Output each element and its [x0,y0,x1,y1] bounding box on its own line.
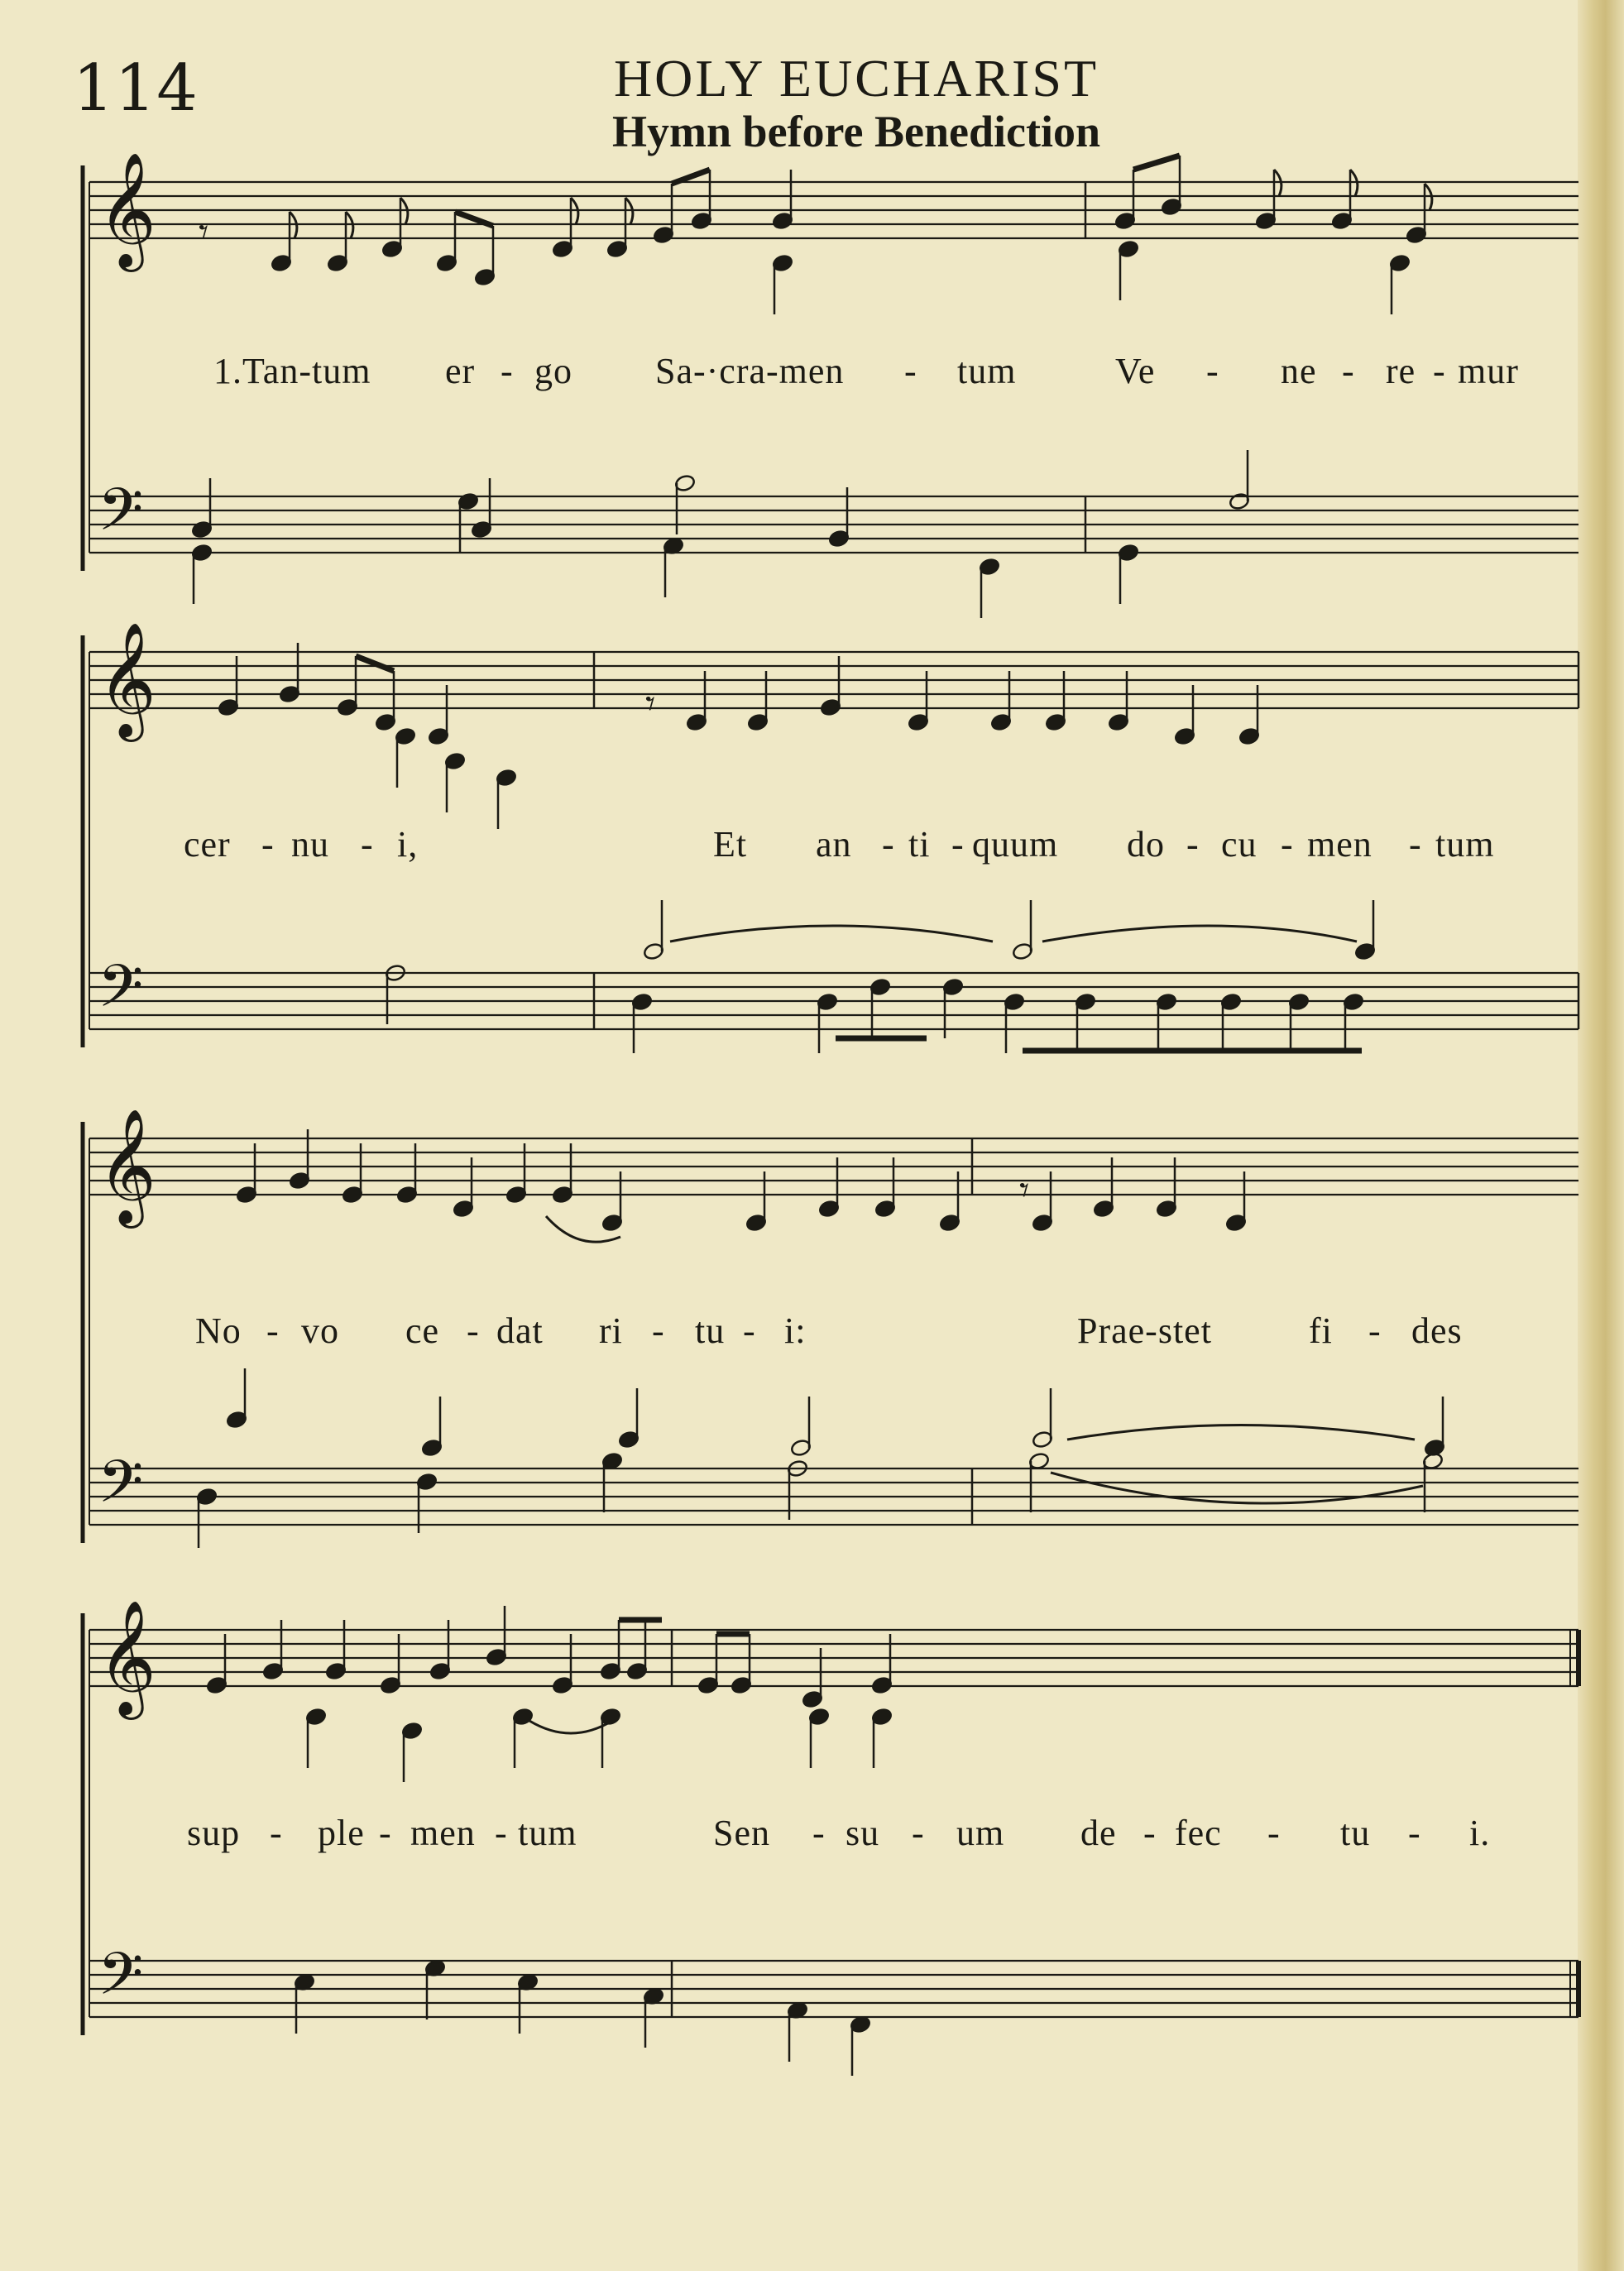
hymn-section-title: HOLY EUCHARIST [613,49,1099,108]
lyric-syllable: ple [318,1813,365,1853]
lyric-syllable: - [904,351,917,391]
treble-clef-icon: 𝄞 [98,1600,156,1715]
page-number: 114 [73,51,199,126]
lyric-syllable: ti [908,824,931,865]
lyric-syllable: No [195,1310,242,1351]
lyric-syllable: - [495,1813,508,1853]
lyric-syllable: an [816,824,852,865]
lyrics-line-1 [0,350,1624,400]
hymn-subtitle: Hymn before Benediction [612,107,1100,156]
lyrics-line-3 [0,1310,1624,1359]
lyric-syllable: men [1307,824,1372,865]
lyric-syllable: Et [713,824,748,865]
lyric-syllable: Sa-·cra-men [655,351,845,391]
tie [529,1721,612,1733]
lyric-syllable: Ve [1115,351,1156,391]
lyric-syllable: ne [1281,351,1317,391]
lyric-syllable: - [912,1813,925,1853]
lyric-syllable: tum [1435,824,1495,865]
lyric-syllable: - [270,1813,283,1853]
bass-clef-icon: 𝄢 [98,1940,144,2023]
lyric-syllable: - [1368,1310,1382,1351]
lyric-syllable: mur [1458,351,1519,391]
lyric-syllable: tu [1340,1813,1371,1853]
lyric-syllable: quum [972,824,1059,865]
lyric-syllable: - [1342,351,1355,391]
bass-clef-icon: 𝄢 [98,476,144,558]
lyric-syllable: 1.Tan-tum [213,351,371,391]
lyric-syllable: vo [301,1310,339,1351]
lyric-syllable: - [379,1813,392,1853]
lyric-syllable: - [266,1310,280,1351]
lyric-syllable: ce [405,1310,440,1351]
beam [1133,156,1180,170]
beam [356,656,394,671]
tie [1042,926,1357,941]
lyric-syllable: - [501,351,514,391]
lyric-syllable: i, [397,824,419,865]
tie [1067,1425,1415,1440]
treble-clef-icon: 𝄞 [98,152,156,267]
lyric-syllable: - [361,824,374,865]
lyrics-line-2 [0,823,1624,873]
lyric-syllable: tum [957,351,1017,391]
lyric-syllable: nu [291,824,329,865]
lyric-syllable: - [1186,824,1200,865]
eighth-rest-icon: 𝄾 [645,681,656,726]
lyric-syllable: - [1433,351,1446,391]
lyric-syllable: - [1267,1813,1281,1853]
lyric-syllable: er [445,351,476,391]
lyric-syllable: dat [496,1310,544,1351]
lyric-syllable: go [534,351,572,391]
lyric-syllable: tu [695,1310,726,1351]
lyric-syllable: do [1127,824,1165,865]
lyric-syllable: cer [184,824,231,865]
tie [1051,1473,1423,1503]
lyric-syllable: des [1411,1310,1463,1351]
treble-clef-icon: 𝄞 [98,1109,156,1224]
lyric-syllable: cu [1221,824,1258,865]
lyric-syllable: - [652,1310,665,1351]
lyric-syllable: ri [599,1310,623,1351]
lyric-syllable: tum [518,1813,577,1853]
lyric-syllable: um [956,1813,1005,1853]
lyric-syllable: - [1206,351,1219,391]
lyric-syllable: - [1409,824,1422,865]
lyric-syllable: men [410,1813,476,1853]
tie [670,926,993,941]
lyric-syllable: - [1408,1813,1421,1853]
lyric-syllable: Sen [713,1813,770,1853]
lyric-syllable: fec [1175,1813,1222,1853]
lyric-syllable: i. [1469,1813,1491,1853]
lyric-syllable: re [1386,351,1416,391]
lyric-syllable: su [846,1813,880,1853]
lyric-syllable: Prae-stet [1077,1310,1212,1351]
eighth-rest-icon: 𝄾 [199,209,209,254]
lyric-syllable: sup [187,1813,241,1853]
lyrics-line-4 [0,1812,1624,1861]
lyric-syllable: - [261,824,275,865]
lyric-syllable: de [1080,1813,1117,1853]
lyric-syllable: fi [1309,1310,1333,1351]
eighth-rest-icon: 𝄾 [1019,1167,1030,1212]
lyric-syllable: i: [784,1310,807,1351]
lyric-syllable: - [743,1310,756,1351]
lyric-syllable: - [467,1310,480,1351]
bass-clef-icon: 𝄢 [98,952,144,1035]
treble-clef-icon: 𝄞 [98,622,156,737]
lyric-syllable: - [812,1813,826,1853]
lyric-syllable: - [1281,824,1294,865]
lyric-syllable: - [882,824,895,865]
lyric-syllable: - [951,824,965,865]
bass-clef-icon: 𝄢 [98,1448,144,1531]
lyric-syllable: - [1143,1813,1157,1853]
